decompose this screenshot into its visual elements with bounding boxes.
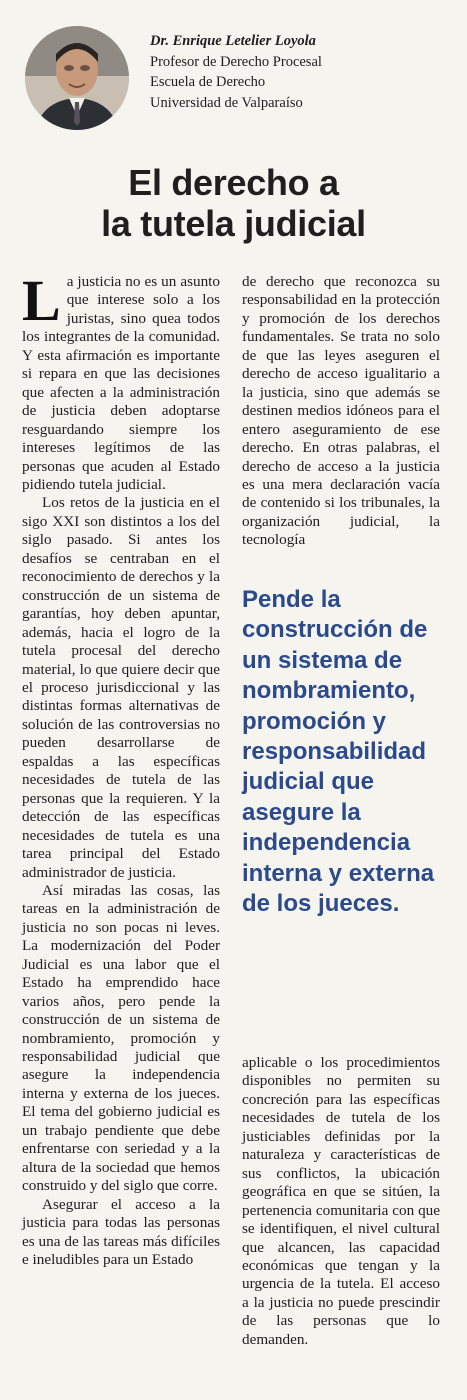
paragraph-3: Así miradas las cosas, las tareas en la administración de justicia no son pocas ni leves. La modernización del Poder Judicial es una labor que el Estado ha emprendido hace varios años, pero pende la construcción de un sistema de nombramiento, promoción y responsabilidad judicial que asegure la independencia interna y externa de los jueces. El tema del gobierno judicial es un trabajo pendiente que debe enfrentarse con seriedad y a la altura de la sociedad que hemos construido y del siglo que corre.	[22, 881, 220, 1195]
left-column	[22, 268, 220, 1269]
article-title	[0, 162, 467, 244]
paragraph-4: Asegurar el acceso a la justicia para todas las personas es una de las tareas más difíciles e ineludibles para un Estado	[22, 1195, 220, 1269]
author-role: Profesor de Derecho Procesal	[150, 53, 322, 70]
right-column-top	[242, 273, 440, 550]
title-line-2: la tutela judicial	[101, 203, 366, 244]
author-photo	[25, 26, 129, 130]
paragraph-1	[22, 268, 220, 494]
author-portrait-icon	[25, 26, 129, 130]
author-name: Dr. Enrique Letelier Loyola	[150, 33, 316, 49]
article-header	[0, 0, 467, 140]
paragraph-2: Los retos de la justicia en el sigo XXI son distintos a los del siglo pasado. Si antes los desafíos se centraban en el reconocimiento de derechos y la construcción de un sistema de garantías, hoy deben apuntar, además, hacia el logro de la tutela procesal del derecho material, lo que quiere decir que el proceso jurisdiccional y las distintas formas alternativas de solución de las controversias no pueden desarrollarse de espaldas a las específicas necesidades de tutela de las personas que la requieren. Y la detección de las específicas necesidades de tutela es una tarea principal del Estado administrador de justicia.	[22, 494, 220, 881]
author-info	[150, 31, 322, 113]
title-line-1: El derecho a	[128, 162, 339, 203]
author-school: Escuela de Derecho	[150, 74, 266, 90]
author-university: Universidad de Valparaíso	[150, 94, 303, 111]
right-bottom-text: aplicable o los procedimientos disponibles no permiten su concreción para las específicas necesidades de tutela de los justiciables definidas por la naturaleza y características de sus conflictos, la ubicación geográfica en que se sitúen, la pertenencia comunitaria con que se identifiquen, el nivel cultural que alcancen, las capacidad económicas que tengan y la urgencia de la tutela. El acceso a la justicia no puede prescindir de las personas que lo demanden.	[242, 1054, 440, 1348]
right-column-bottom	[242, 1054, 440, 1349]
right-top-text: de derecho que reconozca su responsabilidad en la protección y promoción de los derechos fundamentales. Se trata no solo de que las leyes aseguren el derecho de acceso igualitario a la justicia, sino que además se destinen medios idóneos para el entero aseguramiento de ese derecho. En otras palabras, el derecho de acceso a la justicia es una mera declaración vacía de contenido si los tribunales, la organización judicial, la tecnología	[242, 273, 440, 549]
drop-cap: L	[22, 268, 61, 333]
paragraph-1-text: a justicia no es un asunto que interese solo a los juristas, sino quea todos los integrantes de la comunidad. Y esta afirmación es importante si repara en que las decisiones que afecten a la administración de justicia deben adoptarse resguardando siempre los intereses legítimos de las personas que acuden al Estado pidiendo tutela judicial.	[22, 273, 220, 493]
pull-quote: Pende la construcción de un sistema de nombramiento, promoción y responsabilidad judicial que asegure la independencia interna y externa de los jueces.	[242, 586, 435, 918]
